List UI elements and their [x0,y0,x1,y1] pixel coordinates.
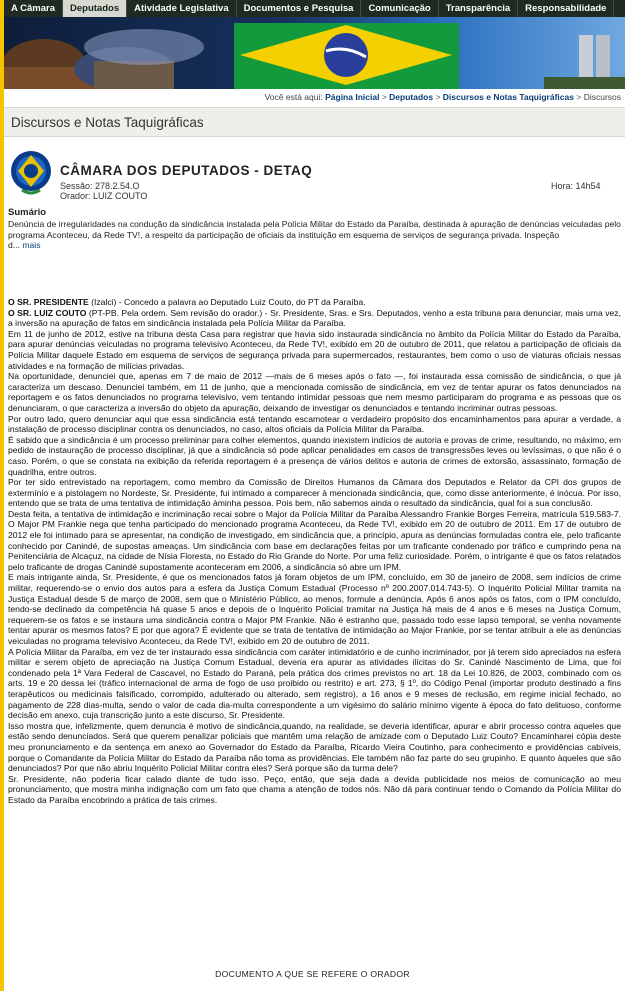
document-reference-heading: DOCUMENTO A QUE SE REFERE O ORADOR [215,969,410,979]
paragraph-text: Por outro lado, quero denunciar aqui que essa sindicância está tentando escamotear o verdadeiro propósito dos encaminhamentos para apurar a verdade, a instalação de processo disciplinar contra os denunciados, no caso, altos oficiais da Polícia Militar da Paraíba. [8,413,621,435]
speaker-label: O SR. LUIZ COUTO [8,307,87,318]
paragraph-text: Isso mostra que, infelizmente, quem denuncia é motivo de sindicância,quando, na realidade, se deveria identificar, apurar e abrir processo contra aqueles que estão sendo denunciados. Será que querem penalizar policiais que mantêm uma relação de amizade com o Deputado Luiz Couto? Encaminharei cópia deste meu pronunciamento e da sentença em anexo ao Governador do Estado da Paraíba, Ricardo Vieira Coutinho, para conhecimento e providências cabíveis, porque o Comandante da Polícia Militar do Estado da Paraíba não toma as providências. Ele também não faz parte do seu grupinho. E quanto àqueles que são denunciados? Por que não abriu Inquérito Policial Militar contra eles? Será porque são da turma dele? [8,720,621,774]
summary-text-block [8,219,621,251]
breadcrumb-separator: > [435,92,441,102]
speech-paragraph [8,774,621,806]
summary-more-link[interactable]: mais [22,240,41,251]
tab-a-camara[interactable]: A Câmara [4,0,63,17]
paragraph-text: Na oportunidade, denunciei que, apenas em 7 de maio de 2012 —mais de 6 meses após o fato —, foi instaurada essa comissão de sindicância, o que já caracteriza um descaso. Denunciei também, em 11 de junho, que a mencionada comissão de sindicância, em vez de tentar apurar os fatos denunciados na reportagem e os fatos denunciados no programa televisivo, vem tentando intimidar pessoas que nem mesmo participaram do programa e as pessoas que os denunciaram, o que caracteriza a inversão do objeto da apuração, deixando de investigar os denunciados e tentando incriminar outras pessoas. [8,371,621,413]
breadcrumb-link-discursos-notas[interactable]: Discursos e Notas Taquigráficas [442,92,574,102]
tab-responsabilidade[interactable]: Responsabilidade [518,0,614,17]
paragraph-text: Sr. Presidente, não poderia ficar calado diante de tudo isso. Peço, então, que seja dada a devida publicidade nos meios de comunicação ao meu pronunciamento, que mostra minha indignação com um fato que chama a atenção de todos nós. Não dá para continuar tendo o Comando da Polícia Militar do Estado da Paraíba encobrindo a prática de tais crimes. [8,773,621,805]
tab-documentos-e-pesquisa[interactable]: Documentos e Pesquisa [237,0,362,17]
speech-paragraph [8,371,621,413]
speech-paragraph [8,435,621,477]
breadcrumb-link-deputados[interactable]: Deputados [389,92,434,102]
paragraph-text: (Izalci) - Concedo a palavra ao Deputado Luiz Couto, do PT da Paraíba. [88,297,366,307]
session-number: Sessão: 278.2.54.O [60,181,140,191]
breadcrumb-current: Discursos [583,92,621,102]
tab-transparencia[interactable]: Transparência [439,0,518,17]
page-title: Discursos e Notas Taquigráficas [11,115,204,130]
breadcrumb-prefix: Você está aqui: [264,92,323,102]
left-accent-rule [0,0,4,991]
summary-text: Denúncia de irregularidades na condução da sindicância instalada pela Polícia Militar do Estado da Paraíba, destinada à apuração de denúncias veiculadas pelo programa Aconteceu, da Rede TV!, a respeito da participação de oficiais da instituição em esquema de serviços de segurança privada. Inspeção [8,219,621,240]
summary-heading: Sumário [8,207,47,218]
paragraph-text: É sabido que a sindicância é um processo preliminar para colher elementos, quando inexistem indícios de autoria e provas de crime, resultando, no máximo, em pedido de instauração de processo disciplinar, já que a sindicância só pode aplicar penalidades em casos de transgressões leves ou levíssimas, o que não é o caso. Porém, o que se constata na exibição da referida reportagem é a presença de vários delitos e autoria de crimes de extorsão, assassinato, formação de quadrilha, entre outros. [8,434,621,477]
summary-ellipsis: d... [8,240,20,251]
org-name: CÂMARA DOS DEPUTADOS - DETAQ [60,163,313,178]
paragraph-text: A Polícia Militar da Paraíba, em vez de ter instaurado essa sindicância com caráter intimidatório e de cunho incriminador, por já terem sido apreciados na esfera militar e serem objeto de apreciação na Justiça Comum Estadual, deveria era apurar as atividades ilícitas do Sr. Canindé Nascimento de Lima, que foi condenado pela 1ª Vara Federal de Cascavel, no Estado do Paraná, pela prática dos crimes previstos no art. 18 da Lei 10.826, de 2003, combinado com os arts. 19 e 20 dessa lei (tráfico internacional de arma de fogo de uso proibido ou restrito) e art. 273, § 1º, do Código Penal (importar produto destinado a fins terapêuticos ou medicinais falsificado, corrompido, adulterado ou alterado, sem registro), a 16 anos e 9 meses de reclusão, em regime inicial fechado, ao pagamento de 228 dias-multa, sendo o valor de cada dia-multa correspondente a um vigésimo do salário mínimo vigente à época do fato delituoso, conforme decisão em anexo, cuja transcrição junto a este discurso, Sr. Presidente. [8,646,621,721]
header-banner [4,17,625,89]
top-navigation [4,0,625,17]
page-title-bar [4,107,625,137]
speech-body [8,297,621,806]
banner-collage-image [4,17,625,89]
breadcrumb-separator: > [576,92,582,102]
speaker-label: O SR. PRESIDENTE [8,297,89,307]
paragraph-text: E mais intrigante ainda, Sr. Presidente, é que os mencionados fatos já foram objetos de um IPM, concluído, em 30 de janeiro de 2008, sem indícios de crime militar, requerendo-se o envio dos autos para a esfera da Justiça Comum Estadual (Processo nº 200.2007.014.743-5). O Inquérito Policial Militar tramita na Justiça Estadual desde 5 de março de 2008, sem que o Ministério Público, ao menos, formule a denúncia. Após 6 anos após os fatos, com o IPM concluído, tendo-se declinado da competência há quase 5 anos e depois de o Inquérito Policial tramitar na Justiça há mais de 4 anos e 6 meses na Justiça Comum, requerem-se os fatos e se instaura uma sindicância contra o Major PM Frankie. Não é estranho que, passado todo esse lapso temporal, se venha novamente tentar apurar os mesmos fatos? E por que agora? É evidente que se trata de tentativa de intimidação ao Major Frankie, por se tentar atribuir a ele as denúncias veiculadas no programa televisivo Aconteceu, da Rede TV!, exibido em 20 de outubro de 2011. [8,572,621,646]
speech-paragraph [8,647,621,721]
breadcrumb-separator: > [381,92,387,102]
paragraph-text: Desta feita, a tentativa de intimidação e incriminação recai sobre o Major da Polícia Militar da Paraíba Alessandro Frankie Borges Ferreira, matrícula 519.583-7. O Major PM Frankie nega que tenha participado do mencionado programa Aconteceu, da Rede TV!, exibido em 20 de outubro de 2011. Em 17 de outubro de 2012 ele foi intimado para se apresentar, na condição de investigado, em sindicância que, a princípio, apura as denúncias formuladas contra ele, pelo traficante conhecido por Canindé, de supostas ameaças. Um sindicância com base em declarações feitas por um traficante condenado por tráfico e cumprindo pena na Penitenciária de Alcaçuz, na cidade de Nísia Floresta, no Estado do Rio Grande do Norte. Por uma feliz curiosidade. Porém, o intrigante é que os fatos relatados pelo traficante de drogas Canindé supostamente aconteceram em 2006, a sindicância só abre um IPM. [8,508,621,572]
paragraph-text: Em 11 de junho de 2012, estive na tribuna desta Casa para registrar que havia sido instaurada sindicância no âmbito da Polícia Militar do Estado da Paraíba, para apurar denúncias veiculadas no programa televisivo Aconteceu, da Rede TV!, exibido em 20 de outubro de 2011, que relatou a participação de oficiais da Polícia Militar daquele Estado em esquema de serviços de segurança privada para supermercados, restaurantes, bem como o uso de viaturas oficiais nessas atividades e na formação de milícias privadas. [8,328,621,371]
speech-time: Hora: 14h54 [551,181,601,191]
speech-paragraph [8,308,621,329]
breadcrumb-link-home[interactable]: Página Inicial [325,92,380,102]
tab-comunicacao[interactable]: Comunicação [361,0,438,17]
speech-paragraph [8,572,621,646]
speaker-name: Orador: LUIZ COUTO [60,191,148,201]
speech-paragraph [8,721,621,774]
speech-paragraph [8,414,621,435]
speech-paragraph [8,477,621,509]
speech-paragraph [8,297,621,308]
paragraph-text: (PT-PB. Pela ordem. Sem revisão do orador.) - Sr. Presidente, Sras. e Srs. Deputados, venho a esta tribuna para denunciar, mais uma vez, a inversão na apuração de fatos em sindicância instalada pela Polícia Militar da Paraíba. [8,307,621,329]
breadcrumb [4,92,621,106]
paragraph-text: Por ter sido entrevistado na reportagem, como membro da Comissão de Direitos Humanos da Câmara dos Deputados e Relator da CPI dos grupos de extermínio e a pistolagem no Nordeste, Sr. Presidente, fui intimado a comparecer à mencionada sindicância, que, como disse anteriormente, é inócua. Por isso, entendo que se trata de uma tentativa de intimidação àminha pessoa. Pois bem, não sabemos ainda o resultado da sindicância, qual foi a sua conclusão. [8,477,621,509]
speech-paragraph [8,509,621,573]
tab-deputados[interactable]: Deputados [63,0,127,17]
tab-atividade-legislativa[interactable]: Atividade Legislativa [127,0,237,17]
camara-seal-logo [10,150,52,196]
speech-paragraph [8,329,621,371]
